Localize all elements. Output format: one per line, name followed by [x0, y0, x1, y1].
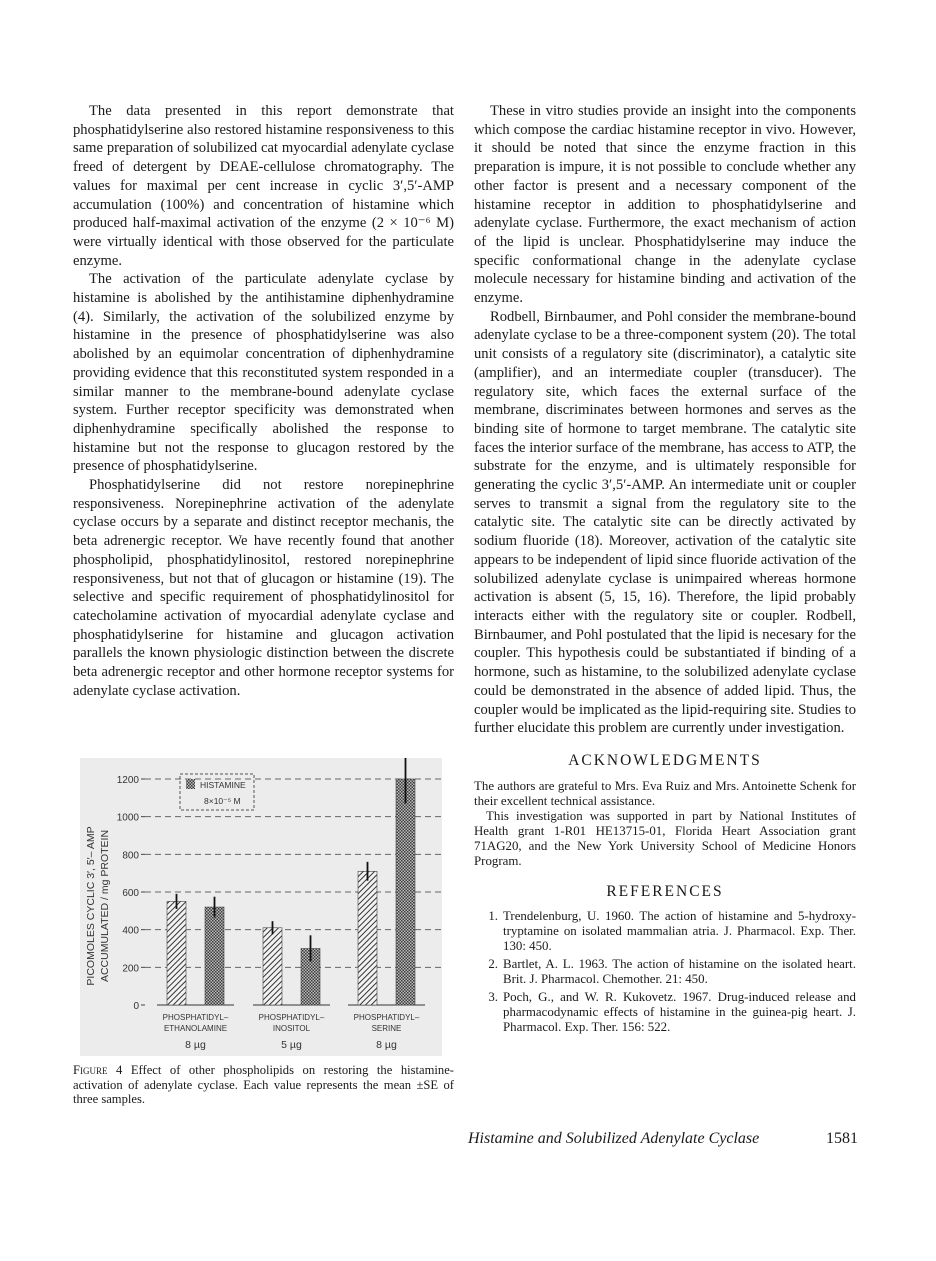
y-axis-label-2: ACCUMULATED / mg PROTEIN — [99, 829, 111, 983]
y-tick-label: 200 — [122, 963, 139, 975]
x-category-label: INOSITOL — [272, 1024, 311, 1033]
running-head: Histamine and Solubilized Adenylate Cyclase — [468, 1130, 760, 1147]
x-category-label: PHOSPHATIDYL– — [258, 1013, 325, 1022]
references-heading: REFERENCES — [606, 882, 724, 900]
reference-item — [474, 909, 856, 954]
reference-text: Trendelenburg, U. 1960. The action of histamine and 5-hydroxy-tryptamine on isolated mammalian atria. J. Pharmacol. Exp. Ther. 130: 450. — [503, 909, 856, 954]
y-tick-label: 0 — [133, 1001, 139, 1012]
figure-caption-text: Effect of other phospholipids on restoring the histamine-activation of adenylate cyclase. Each value represents the mean ±SE of three samples. — [73, 1063, 454, 1107]
reference-number: 2. — [488, 957, 498, 972]
y-tick-label: 800 — [122, 850, 139, 862]
bar-histamine — [396, 779, 415, 1005]
y-tick-label: 1000 — [116, 812, 139, 824]
paragraph: Rodbell, Birnbaumer, and Pohl consider the membrane-bound adenylate cyclase to be a three-component system (20). The total unit consists of a regulatory site (discriminator), a catalytic site (amplifier), and an intermediate coupler (transducer). The regulatory site, which faces the external surface of the membrane, discriminates between hormones and serves as the binding site of hormone to target membrane. The catalytic site faces the interior surface of the membrane, has access to ATP, the substrate for the enzyme, and is ultimately responsible for generating the cyclic 3′,5′-AMP. An intermediate unit or coupler serves to transmit a signal from the regulatory site to the catalytic site. The catalytic site can be directly activated by sodium fluoride (18). Moreover, activation of the catalytic site appears to be independent of lipid since fluoride activation of the solubilized adenylate cyclase is unimpaired whereas hormone activation is absent (5, 15, 16). Therefore, the lipid probably interacts either with the regulatory site or coupler. Rodbell, Birnbaumer, and Pohl postulated that the lipid is necesary for the coupler. This hypothesis could be substantiated if binding of a hormone, such as histamine, to the solubilized adenylate cyclase could be demonstrated in the absence of added lipid. Thus, the coupler would be implicated as the lipid-requiring site. Studies to further elucidate this problem are currently under investigation. — [474, 308, 856, 737]
acknowledgments-heading: ACKNOWLEDGMENTS — [568, 751, 762, 769]
reference-number: 3. — [488, 990, 498, 1005]
right-column — [474, 102, 856, 1038]
figure-4 — [80, 758, 442, 1056]
x-category-label: ETHANOLAMINE — [163, 1024, 228, 1033]
y-axis-label: PICOMOLES CYCLIC 3′, 5′– AMP — [85, 826, 97, 986]
reference-text: Bartlet, A. L. 1963. The action of histamine on the isolated heart. Brit. J. Pharmacol. Chemother. 21: 450. — [503, 957, 856, 987]
left-column — [73, 102, 454, 701]
reference-text: Poch, G., and W. R. Kukovetz. 1967. Drug-induced release and pharmacodynamic effects of histamine in the guinea-pig heart. J. Pharmacol. Exp. Ther. 156: 522. — [503, 990, 856, 1035]
paragraph: The data presented in this report demonstrate that phosphatidylserine also restored histamine responsiveness to this same preparation of solubilized cat myocardial adenylate cyclase freed of detergent by DEAE-cellulose chromatography. The values for maximal per cent increase in cyclic 3′,5′-AMP accumulation (100%) and concentration of histamine which produced half-maximal activation of the enzyme (2 × 10⁻⁶ M) were virtually identical with those observed for the particulate enzyme. — [73, 103, 454, 269]
x-category-label: PHOSPHATIDYL– — [353, 1013, 420, 1022]
paragraph: These in vitro studies provide an insight into the components which compose the cardiac histamine receptor in vivo. However, it should be noted that since the enzyme fraction in this preparation is impure, it is not possible to conclude whether any other factor is present and a necessary component of the histamine receptor in addition to phosphatidylserine and adenylate cyclase. Furthermore, the exact mechanism of action of the lipid is unclear. Phosphatidylserine may induce the specific conformational change in the adenylate cyclase molecule necessary for histamine binding and activation of the enzyme. — [474, 103, 856, 307]
x-dose-label: 8 µg — [376, 1039, 397, 1051]
x-category-label: PHOSPHATIDYL– — [162, 1013, 229, 1022]
legend-label: HISTAMINE — [200, 780, 246, 790]
chart-legend — [180, 774, 254, 810]
y-tick-label: 1200 — [116, 775, 139, 786]
y-tick-label: 600 — [122, 888, 139, 899]
acknowledgments — [474, 779, 856, 869]
bar-control — [358, 871, 377, 1005]
page-number: 1581 — [826, 1130, 858, 1147]
bar-control — [167, 901, 186, 1005]
x-category-label: SERINE — [371, 1024, 402, 1033]
reference-item — [474, 990, 856, 1035]
references-list — [474, 909, 856, 1035]
acknowledgment-paragraph: This investigation was supported in part by National Institutes of Health grant 1-R01 HE13715-01, Florida Heart Association grant 71AG20, and the New York University School of Medicine Honors Program. — [474, 808, 856, 868]
paragraph: The activation of the particulate adenylate cyclase by histamine is abolished by the antihistamine diphenhydramine (4). Similarly, the activation of the solubilized enzyme by histamine in the presence of phosphatidylserine was also abolished by an equimolar concentration of diphenhydramine providing evidence that this reconstituted system responded in a similar manner to the membrane-bound adenylate cyclase system. Further receptor specificity was demonstrated when diphenhydramine specifically abolished the response to histamine but not the response to glucagon restored by the presence of phosphatidylserine. — [73, 271, 454, 475]
acknowledgment-paragraph: The authors are grateful to Mrs. Eva Ruiz and Mrs. Antoinette Schenk for their excellent technical assistance. — [474, 778, 856, 808]
legend-swatch — [186, 779, 195, 789]
reference-number: 1. — [488, 909, 498, 924]
y-tick-label: 400 — [122, 925, 139, 937]
figure-caption — [73, 1063, 454, 1107]
legend-concentration: 8×10⁻⁵ M — [204, 796, 241, 806]
x-dose-label: 5 µg — [281, 1039, 302, 1051]
bar-control — [263, 928, 282, 1005]
reference-item — [474, 957, 856, 987]
figure-caption-label: Figure 4 — [73, 1063, 123, 1077]
bar-chart — [80, 758, 442, 1056]
bar-histamine — [205, 907, 224, 1005]
paragraph: Phosphatidylserine did not restore norepinephrine responsiveness. Norepinephrine activation of the adenylate cyclase occurs by a separate and distinct receptor mechanis, the beta adrenergic receptor. We have recently found that another phospholipid, phosphatidylinositol, restored norepinephrine responsiveness, but not that of glucagon or histamine (19). The selective and specific requirement of phosphatidylinositol for catecholamine activation of myocardial adenylate cyclase and phosphatidylserine for histamine and glucagon activation parallels the known physiologic distinction between the discrete beta adrenergic receptor and other hormone receptor systems for adenylate cyclase activation. — [73, 477, 454, 699]
x-dose-label: 8 µg — [185, 1039, 206, 1051]
